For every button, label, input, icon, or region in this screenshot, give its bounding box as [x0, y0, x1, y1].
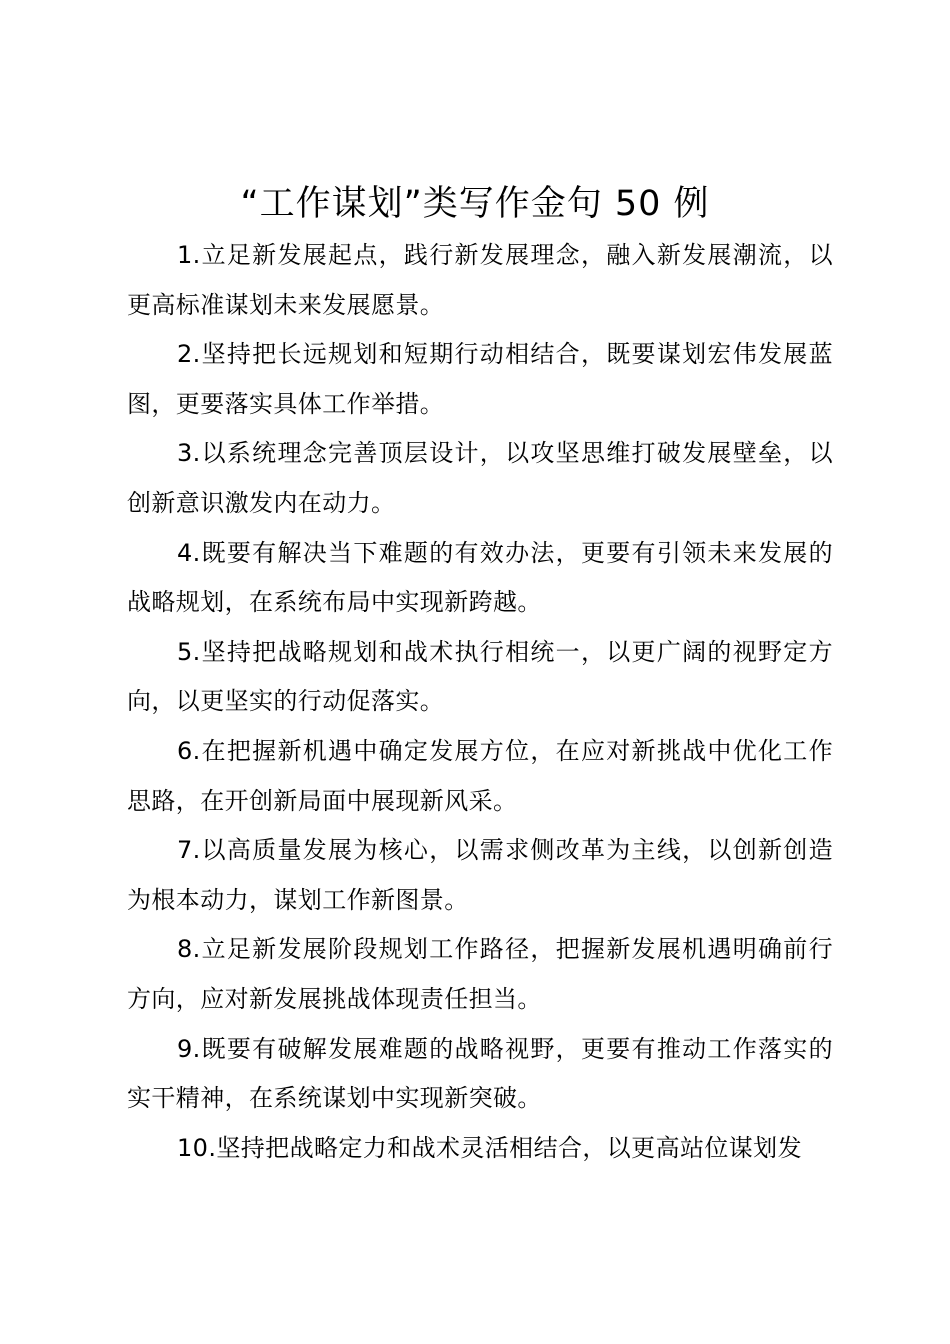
paragraph-9: 9.既要有破解发展难题的战略视野，更要有推动工作落实的实干精神，在系统谋划中实现新突破。 [127, 1034, 833, 1113]
paragraph-3: 3.以系统理念完善顶层设计，以攻坚思维打破发展壁垒，以创新意识激发内在动力。 [127, 439, 833, 517]
paragraph-4: 4.既要有解决当下难题的有效办法，更要有引领未来发展的战略规划，在系统布局中实现新跨越。 [127, 538, 833, 617]
paragraph-7: 7.以高质量发展为核心，以需求侧改革为主线，以创新创造为根本动力，谋划工作新图景。 [127, 836, 833, 914]
paragraph-1: 1.立足新发展起点，践行新发展理念，融入新发展潮流，以更高标准谋划未来发展愿景。 [127, 241, 833, 319]
paragraph-2: 2.坚持把长远规划和短期行动相结合，既要谋划宏伟发展蓝图，更要落实具体工作举措。 [127, 340, 833, 418]
document-body [127, 231, 833, 1173]
paragraph-10: 10.坚持把战略定力和战术灵活相结合，以更高站位谋划发 [177, 1133, 802, 1162]
document-title: “工作谋划”类写作金句 50 例 [240, 184, 710, 224]
paragraph-5: 5.坚持把战略规划和战术执行相统一，以更广阔的视野定方向，以更坚实的行动促落实。 [127, 637, 833, 716]
paragraph-6: 6.在把握新机遇中确定发展方位，在应对新挑战中优化工作思路，在开创新局面中展现新风采。 [127, 736, 833, 815]
paragraph-8: 8.立足新发展阶段规划工作路径，把握新发展机遇明确前行方向，应对新发展挑战体现责任担当。 [127, 935, 833, 1013]
